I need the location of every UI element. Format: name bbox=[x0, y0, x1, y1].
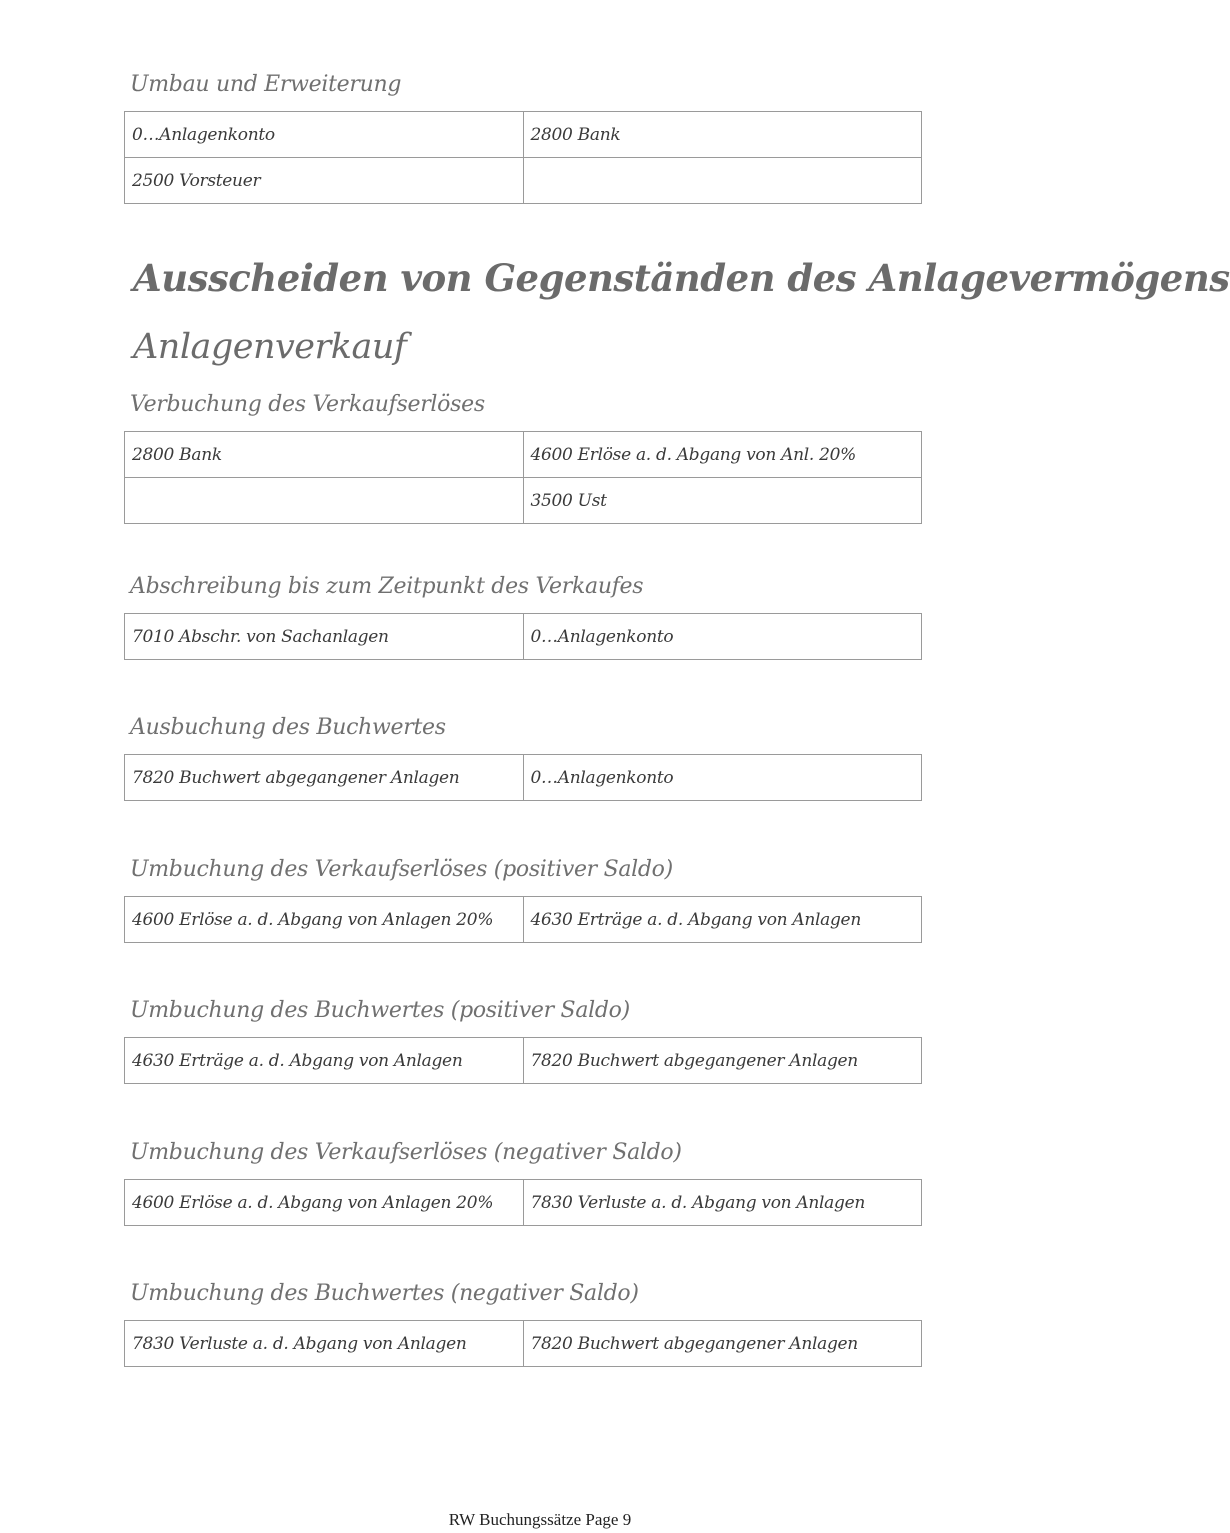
booking-table-umbuchung-buchwert-positiv bbox=[124, 1037, 922, 1084]
credit-cell: 0…Anlagenkonto bbox=[523, 755, 922, 801]
credit-cell: 4630 Erträge a. d. Abgang von Anlagen bbox=[523, 897, 922, 943]
debit-cell: 4630 Erträge a. d. Abgang von Anlagen bbox=[125, 1038, 524, 1084]
section-title-ausbuchung: Ausbuchung des Buchwertes bbox=[130, 715, 446, 740]
table-row bbox=[125, 1038, 922, 1084]
credit-cell bbox=[523, 158, 922, 204]
booking-table-umbuchung-erloes-negativ bbox=[124, 1179, 922, 1226]
table-row bbox=[125, 158, 922, 204]
booking-table-umbuchung-erloes-positiv bbox=[124, 896, 922, 943]
debit-cell: 4600 Erlöse a. d. Abgang von Anlagen 20% bbox=[125, 897, 524, 943]
booking-table-ausbuchung bbox=[124, 754, 922, 801]
debit-cell: 7830 Verluste a. d. Abgang von Anlagen bbox=[125, 1321, 524, 1367]
booking-table-abschreibung bbox=[124, 613, 922, 660]
section-title-umbuchung-buchwert-negativ: Umbuchung des Buchwertes (negativer Saldo) bbox=[130, 1281, 639, 1306]
section-title-umbuchung-buchwert-positiv: Umbuchung des Buchwertes (positiver Saldo) bbox=[130, 998, 630, 1023]
credit-cell: 7830 Verluste a. d. Abgang von Anlagen bbox=[523, 1180, 922, 1226]
table-row bbox=[125, 478, 922, 524]
debit-cell: 7010 Abschr. von Sachanlagen bbox=[125, 614, 524, 660]
booking-table-umbuchung-buchwert-negativ bbox=[124, 1320, 922, 1367]
section-title-verkaufserloes: Verbuchung des Verkaufserlöses bbox=[130, 392, 485, 417]
table-row bbox=[125, 1321, 922, 1367]
debit-cell: 2500 Vorsteuer bbox=[125, 158, 524, 204]
credit-cell: 4600 Erlöse a. d. Abgang von Anl. 20% bbox=[523, 432, 922, 478]
credit-cell: 0…Anlagenkonto bbox=[523, 614, 922, 660]
table-row bbox=[125, 432, 922, 478]
section-title-umbuchung-erloes-negativ: Umbuchung des Verkaufserlöses (negativer Saldo) bbox=[130, 1140, 682, 1165]
debit-cell: 0…Anlagenkonto bbox=[125, 112, 524, 158]
section-title-umbuchung-erloes-positiv: Umbuchung des Verkaufserlöses (positiver Saldo) bbox=[130, 857, 673, 882]
booking-table-verkaufserloes bbox=[124, 431, 922, 524]
table-row bbox=[125, 1180, 922, 1226]
section-title-umbau: Umbau und Erweiterung bbox=[130, 72, 402, 97]
debit-cell: 4600 Erlöse a. d. Abgang von Anlagen 20% bbox=[125, 1180, 524, 1226]
debit-cell: 7820 Buchwert abgegangener Anlagen bbox=[125, 755, 524, 801]
credit-cell: 3500 Ust bbox=[523, 478, 922, 524]
booking-table-umbau bbox=[124, 111, 922, 204]
table-row bbox=[125, 755, 922, 801]
table-row bbox=[125, 897, 922, 943]
section-title-abschreibung: Abschreibung bis zum Zeitpunkt des Verkaufes bbox=[130, 574, 644, 599]
credit-cell: 2800 Bank bbox=[523, 112, 922, 158]
sub-heading: Anlagenverkauf bbox=[133, 327, 407, 367]
debit-cell bbox=[125, 478, 524, 524]
main-heading: Ausscheiden von Gegenständen des Anlagevermögens bbox=[133, 256, 1230, 300]
table-row bbox=[125, 614, 922, 660]
table-row bbox=[125, 112, 922, 158]
page-footer: RW Buchungssätze Page 9 bbox=[448, 1510, 632, 1529]
credit-cell: 7820 Buchwert abgegangener Anlagen bbox=[523, 1038, 922, 1084]
debit-cell: 2800 Bank bbox=[125, 432, 524, 478]
credit-cell: 7820 Buchwert abgegangener Anlagen bbox=[523, 1321, 922, 1367]
